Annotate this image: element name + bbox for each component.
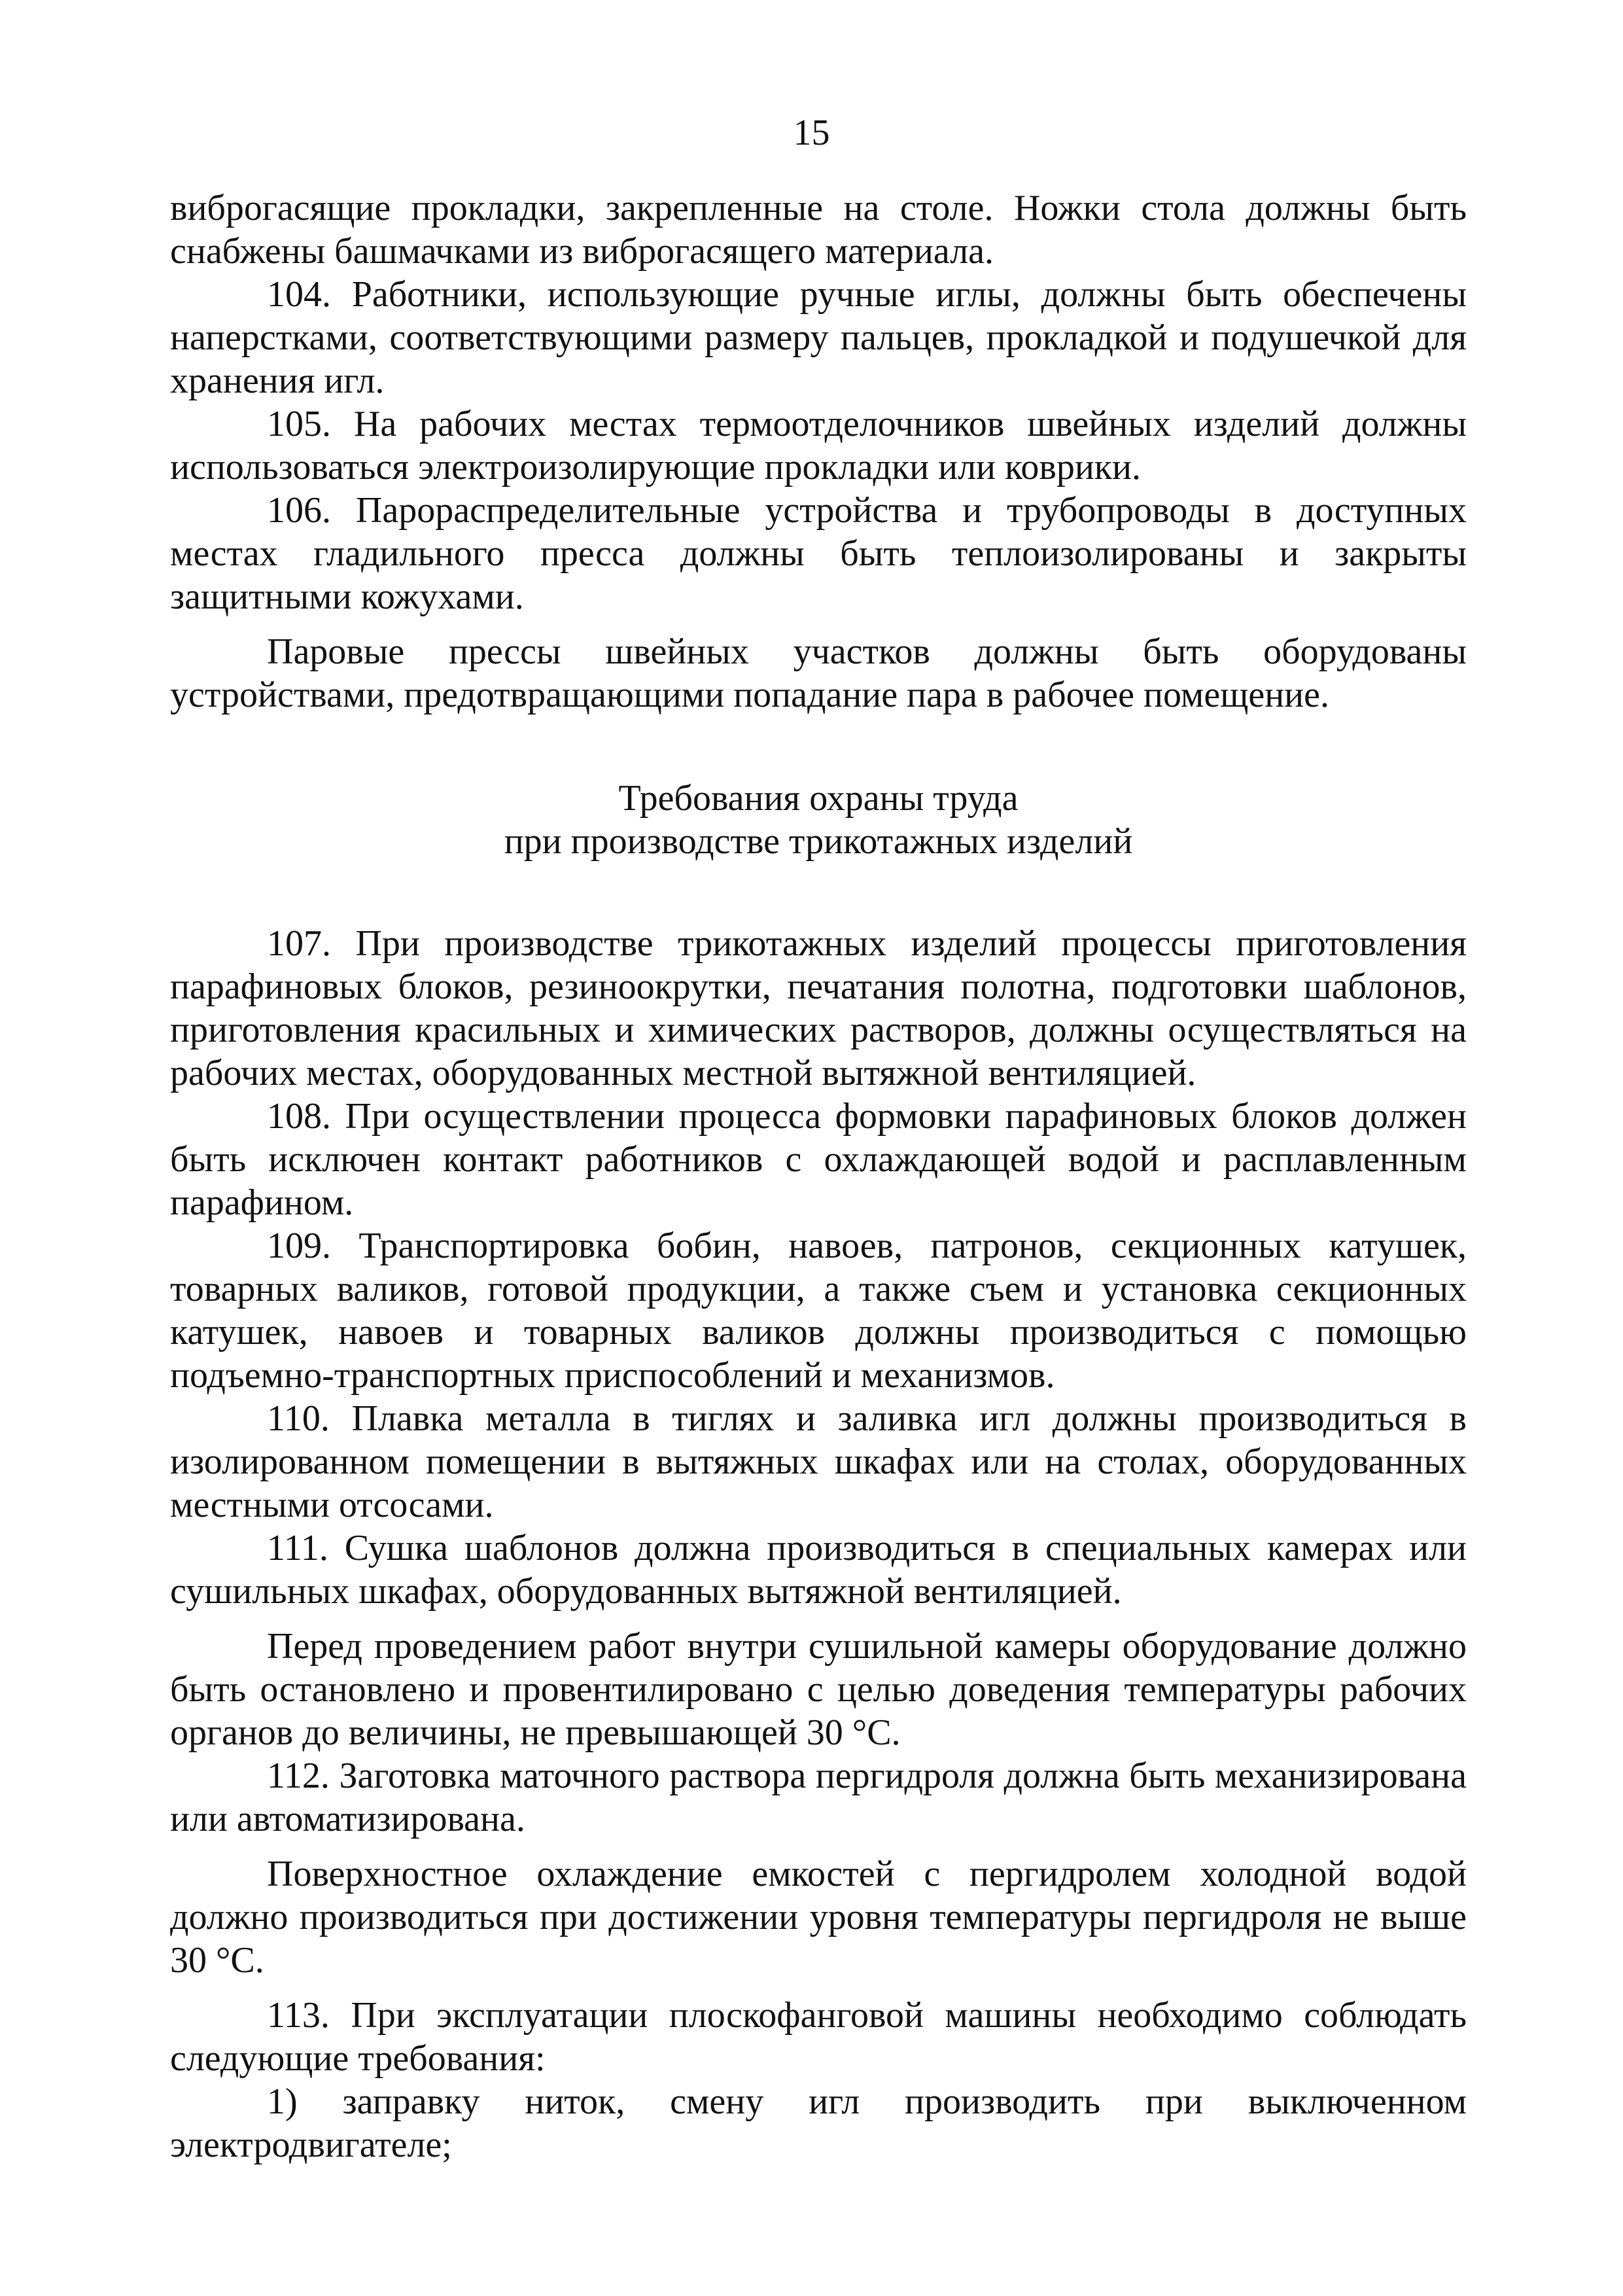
paragraph-111-continuation: Перед проведением работ внутри сушильной камеры оборудование должно быть остановлено и провентилировано с целью доведения температуры рабочих органов до величины, не превышающей 30 °С. bbox=[170, 1626, 1467, 1753]
paragraph-112-continuation: Поверхностное охлаждение емкостей с пергидролем холодной водой должно производиться при достижении уровня температуры пергидроля не выше 30 °С. bbox=[170, 1854, 1467, 1981]
paragraph-107: 107. При производстве трикотажных изделий процессы приготовления парафиновых блоков, резиноокрутки, печатания полотна, подготовки шаблонов, приготовления красильных и химических растворов, должны осуществляться на рабочих местах, оборудованных местной вытяжной вентиляцией. bbox=[170, 923, 1467, 1093]
section-heading-line-2: при производстве трикотажных изделий bbox=[504, 821, 1133, 862]
list-item-1: 1) заправку ниток, смену игл производить при выключенном электродвигателе; bbox=[170, 2081, 1467, 2165]
paragraph-105: 105. На рабочих местах термоотделочников швейных изделий должны использоваться электроизолирующие прокладки или коврики. bbox=[170, 404, 1467, 487]
paragraph-109: 109. Транспортировка бобин, навоев, патронов, секционных катушек, товарных валиков, готовой продукции, а также съем и установка секционных катушек, навоев и товарных валиков должны производиться с помощью подъемно-транспортных приспособлений и механизмов. bbox=[170, 1226, 1467, 1396]
page-number: 15 bbox=[793, 113, 830, 153]
paragraph-104: 104. Работники, использующие ручные иглы, должны быть обеспечены наперстками, соответствующими размеру пальцев, прокладкой и подушечкой для хранения игл. bbox=[170, 274, 1467, 401]
paragraph: виброгасящие прокладки, закрепленные на столе. Ножки стола должны быть снабжены башмачками из виброгасящего материала. bbox=[170, 188, 1467, 272]
paragraph-106: 106. Парораспределительные устройства и трубопроводы в доступных местах гладильного пресса должны быть теплоизолированы и закрыты защитными кожухами. bbox=[170, 490, 1467, 617]
paragraph-110: 110. Плавка металла в тиглях и заливка игл должны производиться в изолированном помещении в вытяжных шкафах или на столах, оборудованных местными отсосами. bbox=[170, 1398, 1467, 1525]
paragraph-111: 111. Сушка шаблонов должна производиться в специальных камерах или сушильных шкафах, оборудованных вытяжной вентиляцией. bbox=[170, 1528, 1467, 1612]
paragraph-108: 108. При осуществлении процесса формовки парафиновых блоков должен быть исключен контакт работников с охлаждающей водой и расплавленным парафином. bbox=[170, 1096, 1467, 1223]
document-body bbox=[170, 186, 1467, 2166]
paragraph-112: 112. Заготовка маточного раствора пергидроля должна быть механизирована или автоматизирована. bbox=[170, 1756, 1467, 1839]
section-heading bbox=[170, 777, 1467, 863]
section-heading-line-1: Требования охраны труда bbox=[618, 778, 1019, 819]
paragraph-113: 113. При эксплуатации плоскофанговой машины необходимо соблюдать следующие требования: bbox=[170, 1995, 1467, 2079]
paragraph-106-continuation: Паровые прессы швейных участков должны быть оборудованы устройствами, предотвращающими попадание пара в рабочее помещение. bbox=[170, 631, 1467, 715]
